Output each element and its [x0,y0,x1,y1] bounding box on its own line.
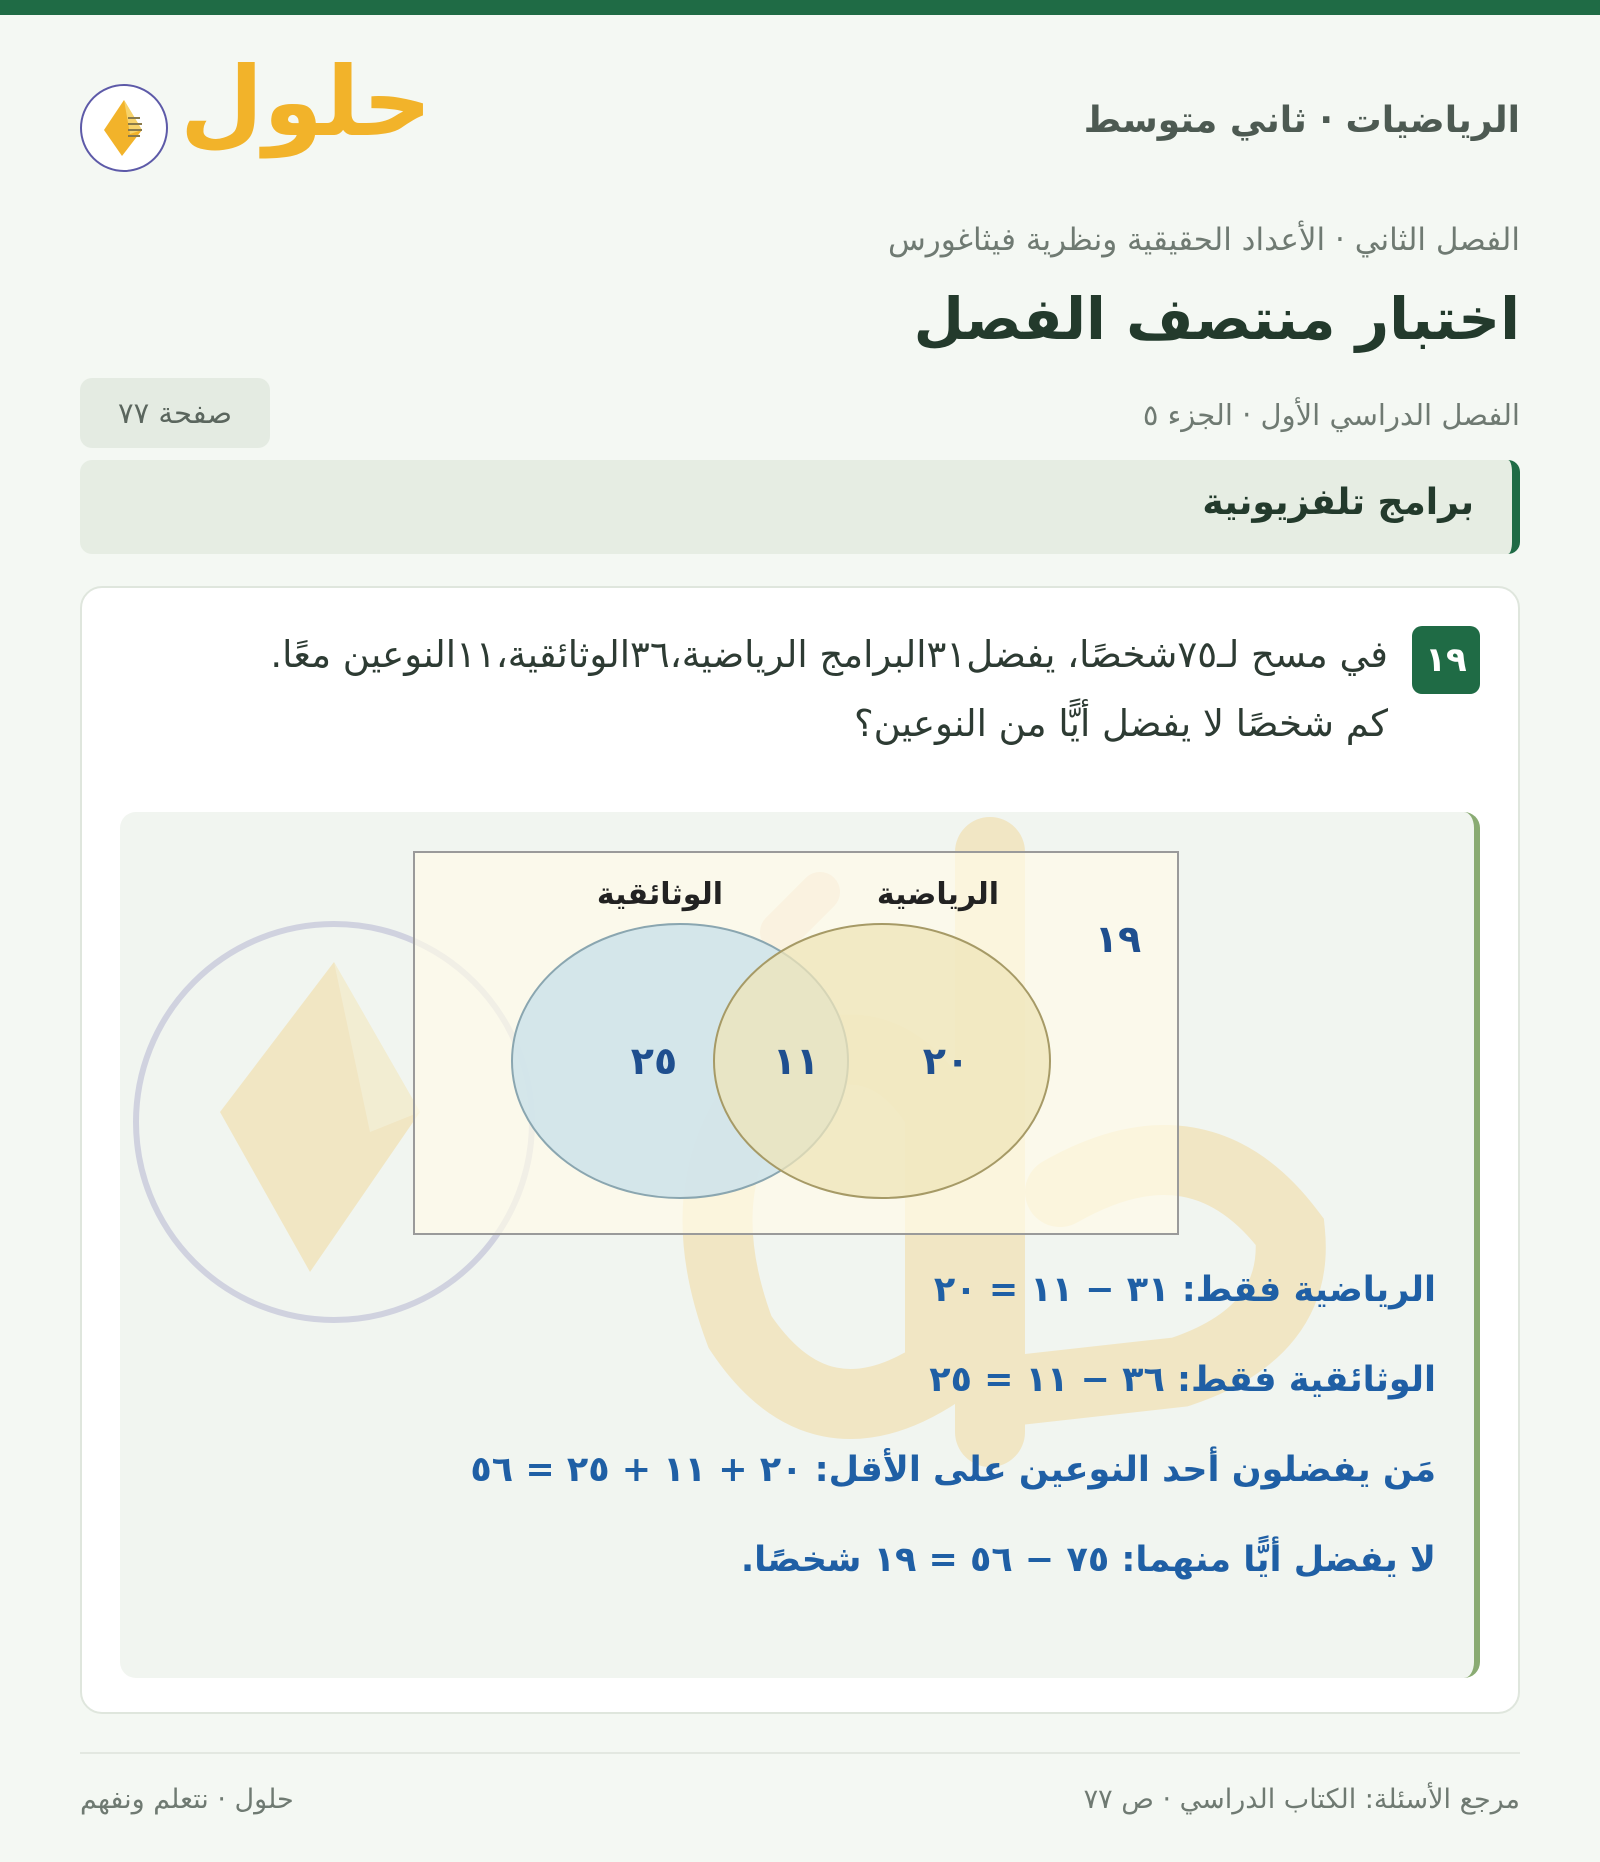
question-card [80,586,1520,1714]
semester-info: الفصل الدراسي الأول · الجزء ٥ [1142,398,1520,432]
question-text [270,633,1388,774]
footer-divider [80,1752,1520,1754]
section-title: برامج تلفزيونية [1202,482,1474,523]
venn-label-sports: الرياضية [876,877,1000,912]
venn-value-documentary-only: ٢٥ [630,1039,678,1083]
step-final-answer: لا يفضل أيًّا منهما: ٧٥ − ٥٦ = ١٩ شخصًا. [740,1540,1436,1580]
logo-book-icon [80,84,168,172]
step-documentary-only: الوثائقية فقط: ٣٦ − ١١ = ٢٥ [929,1360,1436,1400]
section-header [80,460,1520,554]
venn-label-documentary: الوثائقية [596,877,724,912]
venn-value-neither: ١٩ [1094,917,1142,961]
question-line-1: في مسح لـ٧٥شخصًا، يفضل٣١البرامج الرياضية،٣٦الوثائقية،١١النوعين معًا. [270,633,1388,676]
subject-title: الرياضيات · ثاني متوسط [1083,100,1520,141]
question-line-2: كم شخصًا لا يفضل أيًّا من النوعين؟ [854,702,1388,745]
hulul-logo[interactable] [80,46,432,192]
breadcrumb: الفصل الثاني · الأعداد الحقيقية ونظرية فيثاغورس [887,222,1520,258]
page-number-badge: صفحة ٧٧ [80,378,270,448]
footer-reference: مرجع الأسئلة: الكتاب الدراسي · ص ٧٧ [1083,1784,1520,1815]
question-number-badge: ١٩ [1412,626,1480,694]
page-title: اختبار منتصف الفصل [913,285,1520,353]
footer-brand: حلول · نتعلم ونفهم [80,1784,294,1815]
step-sports-only: الرياضية فقط: ٣١ − ١١ = ٢٠ [933,1270,1436,1310]
venn-circle-sports [714,924,1050,1198]
solution-panel [120,812,1480,1678]
solution-steps [470,1270,1436,1630]
venn-value-sports-only: ٢٠ [922,1039,970,1083]
top-accent-bar [0,0,1600,15]
logo-wordmark: حلول [180,46,432,158]
step-at-least-one: مَن يفضلون أحد النوعين على الأقل: ٢٠ + ١١ + ٢٥ = ٥٦ [470,1450,1436,1490]
header [80,46,1520,192]
venn-value-both: ١١ [772,1039,820,1083]
